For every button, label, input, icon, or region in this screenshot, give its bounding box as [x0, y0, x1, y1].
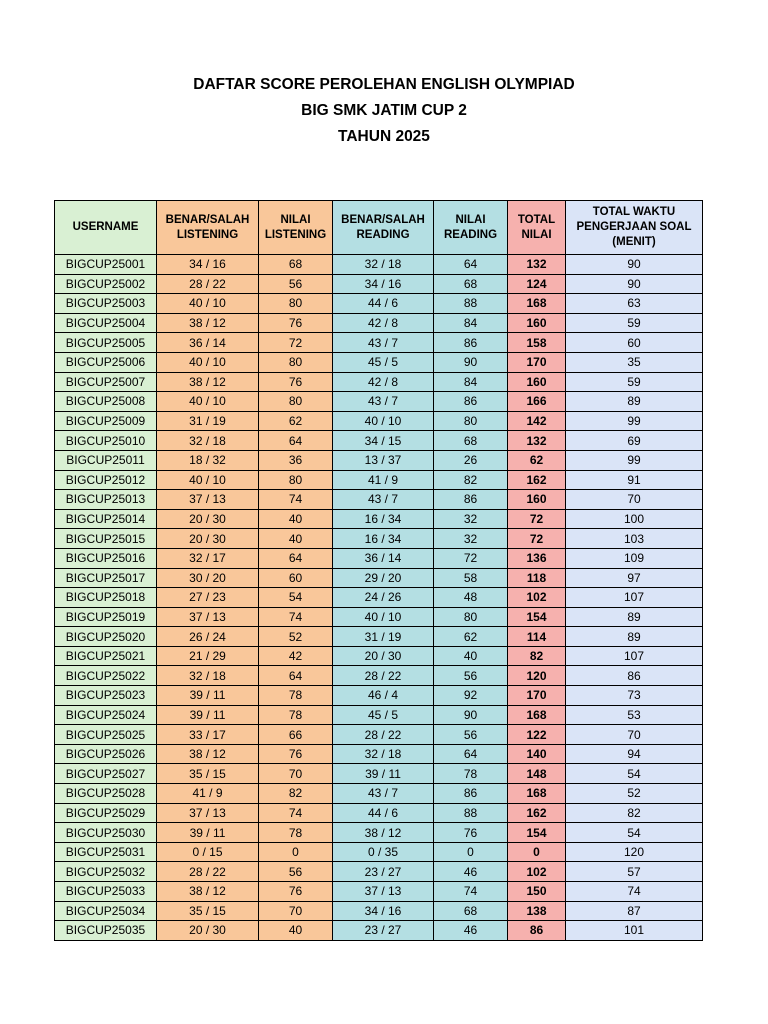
cell-benar-salah-reading: 40 / 10	[333, 607, 434, 627]
cell-benar-salah-listening: 40 / 10	[157, 352, 259, 372]
cell-username: BIGCUP25014	[55, 509, 157, 529]
header-nilai-listening: NILAI LISTENING	[259, 201, 333, 255]
cell-benar-salah-reading: 24 / 26	[333, 588, 434, 608]
cell-benar-salah-listening: 28 / 22	[157, 862, 259, 882]
cell-nilai-reading: 48	[434, 588, 508, 608]
cell-nilai-reading: 32	[434, 509, 508, 529]
cell-total-waktu: 94	[566, 744, 703, 764]
cell-username: BIGCUP25003	[55, 294, 157, 314]
cell-nilai-listening: 68	[259, 255, 333, 275]
cell-total-waktu: 82	[566, 803, 703, 823]
cell-benar-salah-reading: 23 / 27	[333, 921, 434, 941]
cell-total-waktu: 109	[566, 548, 703, 568]
cell-benar-salah-reading: 32 / 18	[333, 744, 434, 764]
table-row	[55, 862, 703, 882]
cell-total-nilai: 122	[508, 725, 566, 745]
table-row	[55, 646, 703, 666]
cell-nilai-reading: 0	[434, 842, 508, 862]
table-row	[55, 313, 703, 333]
document-title: DAFTAR SCORE PEROLEHAN ENGLISH OLYMPIAD	[193, 76, 575, 93]
cell-nilai-listening: 40	[259, 509, 333, 529]
cell-nilai-listening: 74	[259, 490, 333, 510]
cell-nilai-listening: 66	[259, 725, 333, 745]
cell-total-waktu: 35	[566, 352, 703, 372]
cell-nilai-listening: 76	[259, 313, 333, 333]
cell-username: BIGCUP25007	[55, 372, 157, 392]
cell-benar-salah-reading: 45 / 5	[333, 352, 434, 372]
cell-total-waktu: 107	[566, 646, 703, 666]
table-row	[55, 255, 703, 275]
cell-total-waktu: 99	[566, 411, 703, 431]
cell-total-waktu: 99	[566, 450, 703, 470]
cell-nilai-listening: 54	[259, 588, 333, 608]
cell-username: BIGCUP25004	[55, 313, 157, 333]
table-row	[55, 803, 703, 823]
cell-nilai-reading: 68	[434, 431, 508, 451]
cell-total-nilai: 0	[508, 842, 566, 862]
cell-benar-salah-reading: 16 / 34	[333, 509, 434, 529]
cell-total-nilai: 150	[508, 882, 566, 902]
cell-benar-salah-reading: 44 / 6	[333, 803, 434, 823]
cell-benar-salah-reading: 34 / 16	[333, 901, 434, 921]
cell-benar-salah-listening: 37 / 13	[157, 490, 259, 510]
cell-total-waktu: 120	[566, 842, 703, 862]
cell-nilai-listening: 70	[259, 764, 333, 784]
cell-nilai-listening: 62	[259, 411, 333, 431]
cell-benar-salah-reading: 43 / 7	[333, 392, 434, 412]
table-header-row	[55, 201, 703, 255]
cell-total-waktu: 89	[566, 607, 703, 627]
cell-nilai-reading: 80	[434, 607, 508, 627]
table-row	[55, 882, 703, 902]
score-table	[54, 200, 703, 941]
table-row	[55, 764, 703, 784]
cell-benar-salah-reading: 39 / 11	[333, 764, 434, 784]
cell-total-nilai: 148	[508, 764, 566, 784]
cell-nilai-listening: 64	[259, 666, 333, 686]
cell-total-nilai: 86	[508, 921, 566, 941]
cell-benar-salah-listening: 34 / 16	[157, 255, 259, 275]
cell-benar-salah-listening: 20 / 30	[157, 529, 259, 549]
cell-benar-salah-reading: 43 / 7	[333, 490, 434, 510]
header-benar-salah-reading: BENAR/SALAH READING	[333, 201, 434, 255]
cell-total-waktu: 74	[566, 882, 703, 902]
cell-total-waktu: 101	[566, 921, 703, 941]
cell-nilai-reading: 46	[434, 921, 508, 941]
cell-benar-salah-listening: 39 / 11	[157, 686, 259, 706]
cell-nilai-listening: 80	[259, 392, 333, 412]
cell-total-waktu: 89	[566, 392, 703, 412]
cell-benar-salah-reading: 13 / 37	[333, 450, 434, 470]
cell-benar-salah-listening: 37 / 13	[157, 607, 259, 627]
cell-nilai-reading: 32	[434, 529, 508, 549]
cell-nilai-listening: 78	[259, 705, 333, 725]
cell-total-nilai: 142	[508, 411, 566, 431]
cell-username: BIGCUP25011	[55, 450, 157, 470]
cell-nilai-listening: 64	[259, 548, 333, 568]
table-row	[55, 666, 703, 686]
cell-benar-salah-reading: 36 / 14	[333, 548, 434, 568]
table-row	[55, 588, 703, 608]
cell-nilai-reading: 86	[434, 490, 508, 510]
cell-nilai-listening: 70	[259, 901, 333, 921]
cell-total-nilai: 168	[508, 784, 566, 804]
cell-username: BIGCUP25035	[55, 921, 157, 941]
header-username: USERNAME	[55, 201, 157, 255]
cell-nilai-reading: 90	[434, 352, 508, 372]
cell-username: BIGCUP25006	[55, 352, 157, 372]
cell-username: BIGCUP25019	[55, 607, 157, 627]
cell-nilai-reading: 84	[434, 313, 508, 333]
cell-total-nilai: 160	[508, 490, 566, 510]
cell-total-waktu: 90	[566, 274, 703, 294]
cell-total-waktu: 57	[566, 862, 703, 882]
cell-username: BIGCUP25029	[55, 803, 157, 823]
cell-username: BIGCUP25032	[55, 862, 157, 882]
cell-nilai-listening: 56	[259, 862, 333, 882]
table-row	[55, 901, 703, 921]
cell-total-waktu: 70	[566, 490, 703, 510]
cell-username: BIGCUP25020	[55, 627, 157, 647]
cell-benar-salah-listening: 28 / 22	[157, 274, 259, 294]
cell-nilai-listening: 36	[259, 450, 333, 470]
cell-total-waktu: 52	[566, 784, 703, 804]
cell-total-waktu: 87	[566, 901, 703, 921]
cell-benar-salah-listening: 38 / 12	[157, 313, 259, 333]
cell-total-nilai: 132	[508, 255, 566, 275]
event-name: BIG SMK JATIM CUP 2	[301, 102, 467, 119]
table-row	[55, 411, 703, 431]
cell-username: BIGCUP25008	[55, 392, 157, 412]
cell-total-nilai: 138	[508, 901, 566, 921]
cell-benar-salah-reading: 32 / 18	[333, 255, 434, 275]
cell-username: BIGCUP25017	[55, 568, 157, 588]
cell-username: BIGCUP25012	[55, 470, 157, 490]
cell-total-waktu: 100	[566, 509, 703, 529]
cell-nilai-reading: 58	[434, 568, 508, 588]
cell-nilai-reading: 26	[434, 450, 508, 470]
cell-username: BIGCUP25028	[55, 784, 157, 804]
cell-total-waktu: 91	[566, 470, 703, 490]
cell-nilai-listening: 82	[259, 784, 333, 804]
cell-benar-salah-reading: 42 / 8	[333, 372, 434, 392]
cell-benar-salah-listening: 36 / 14	[157, 333, 259, 353]
cell-total-nilai: 72	[508, 529, 566, 549]
cell-benar-salah-reading: 38 / 12	[333, 823, 434, 843]
event-year: TAHUN 2025	[338, 128, 430, 145]
cell-nilai-reading: 62	[434, 627, 508, 647]
cell-nilai-reading: 68	[434, 901, 508, 921]
cell-total-waktu: 103	[566, 529, 703, 549]
cell-username: BIGCUP25027	[55, 764, 157, 784]
cell-username: BIGCUP25001	[55, 255, 157, 275]
cell-nilai-reading: 64	[434, 255, 508, 275]
cell-benar-salah-reading: 34 / 15	[333, 431, 434, 451]
cell-nilai-listening: 78	[259, 823, 333, 843]
cell-total-nilai: 154	[508, 607, 566, 627]
cell-nilai-listening: 72	[259, 333, 333, 353]
cell-benar-salah-reading: 40 / 10	[333, 411, 434, 431]
cell-total-waktu: 70	[566, 725, 703, 745]
cell-total-nilai: 136	[508, 548, 566, 568]
table-row	[55, 705, 703, 725]
cell-nilai-listening: 52	[259, 627, 333, 647]
table-row	[55, 294, 703, 314]
table-row	[55, 352, 703, 372]
header-total-waktu: TOTAL WAKTU PENGERJAAN SOAL (MENIT)	[566, 201, 703, 255]
cell-benar-salah-reading: 0 / 35	[333, 842, 434, 862]
cell-total-nilai: 120	[508, 666, 566, 686]
cell-total-waktu: 107	[566, 588, 703, 608]
cell-total-nilai: 160	[508, 372, 566, 392]
cell-benar-salah-reading: 43 / 7	[333, 333, 434, 353]
cell-benar-salah-listening: 39 / 11	[157, 705, 259, 725]
cell-total-waktu: 97	[566, 568, 703, 588]
cell-total-nilai: 102	[508, 588, 566, 608]
cell-username: BIGCUP25024	[55, 705, 157, 725]
cell-total-waktu: 54	[566, 823, 703, 843]
cell-username: BIGCUP25013	[55, 490, 157, 510]
cell-username: BIGCUP25033	[55, 882, 157, 902]
cell-username: BIGCUP25022	[55, 666, 157, 686]
cell-nilai-reading: 68	[434, 274, 508, 294]
cell-nilai-reading: 40	[434, 646, 508, 666]
cell-benar-salah-listening: 32 / 18	[157, 431, 259, 451]
cell-username: BIGCUP25016	[55, 548, 157, 568]
cell-total-waktu: 69	[566, 431, 703, 451]
table-row	[55, 823, 703, 843]
cell-total-nilai: 166	[508, 392, 566, 412]
cell-benar-salah-listening: 30 / 20	[157, 568, 259, 588]
cell-nilai-reading: 90	[434, 705, 508, 725]
cell-total-waktu: 59	[566, 313, 703, 333]
cell-nilai-reading: 82	[434, 470, 508, 490]
cell-total-nilai: 118	[508, 568, 566, 588]
cell-username: BIGCUP25010	[55, 431, 157, 451]
table-row	[55, 372, 703, 392]
cell-username: BIGCUP25031	[55, 842, 157, 862]
cell-nilai-listening: 60	[259, 568, 333, 588]
table-row	[55, 274, 703, 294]
cell-username: BIGCUP25015	[55, 529, 157, 549]
cell-nilai-reading: 46	[434, 862, 508, 882]
cell-benar-salah-reading: 28 / 22	[333, 666, 434, 686]
cell-nilai-reading: 86	[434, 333, 508, 353]
cell-total-nilai: 160	[508, 313, 566, 333]
cell-username: BIGCUP25030	[55, 823, 157, 843]
cell-total-nilai: 168	[508, 705, 566, 725]
cell-benar-salah-listening: 39 / 11	[157, 823, 259, 843]
cell-nilai-listening: 64	[259, 431, 333, 451]
cell-total-nilai: 170	[508, 686, 566, 706]
cell-total-nilai: 62	[508, 450, 566, 470]
cell-total-waktu: 73	[566, 686, 703, 706]
table-row	[55, 627, 703, 647]
table-row	[55, 686, 703, 706]
cell-benar-salah-listening: 18 / 32	[157, 450, 259, 470]
cell-benar-salah-reading: 28 / 22	[333, 725, 434, 745]
cell-total-nilai: 132	[508, 431, 566, 451]
cell-benar-salah-listening: 31 / 19	[157, 411, 259, 431]
cell-nilai-listening: 76	[259, 882, 333, 902]
cell-total-waktu: 54	[566, 764, 703, 784]
table-row	[55, 490, 703, 510]
cell-total-nilai: 170	[508, 352, 566, 372]
table-row	[55, 548, 703, 568]
cell-benar-salah-listening: 33 / 17	[157, 725, 259, 745]
cell-benar-salah-listening: 40 / 10	[157, 294, 259, 314]
cell-total-nilai: 72	[508, 509, 566, 529]
cell-benar-salah-reading: 31 / 19	[333, 627, 434, 647]
cell-total-nilai: 140	[508, 744, 566, 764]
cell-username: BIGCUP25009	[55, 411, 157, 431]
table-row	[55, 744, 703, 764]
cell-benar-salah-listening: 41 / 9	[157, 784, 259, 804]
cell-benar-salah-listening: 38 / 12	[157, 882, 259, 902]
cell-benar-salah-listening: 0 / 15	[157, 842, 259, 862]
cell-username: BIGCUP25005	[55, 333, 157, 353]
cell-benar-salah-listening: 26 / 24	[157, 627, 259, 647]
cell-nilai-reading: 56	[434, 666, 508, 686]
cell-total-waktu: 59	[566, 372, 703, 392]
cell-nilai-reading: 86	[434, 784, 508, 804]
table-row	[55, 607, 703, 627]
cell-total-nilai: 82	[508, 646, 566, 666]
cell-nilai-reading: 74	[434, 882, 508, 902]
cell-benar-salah-reading: 29 / 20	[333, 568, 434, 588]
table-row	[55, 842, 703, 862]
cell-nilai-reading: 76	[434, 823, 508, 843]
cell-nilai-reading: 86	[434, 392, 508, 412]
table-row	[55, 333, 703, 353]
cell-total-waktu: 63	[566, 294, 703, 314]
table-row	[55, 450, 703, 470]
cell-total-waktu: 89	[566, 627, 703, 647]
cell-username: BIGCUP25026	[55, 744, 157, 764]
cell-nilai-listening: 80	[259, 352, 333, 372]
cell-nilai-reading: 64	[434, 744, 508, 764]
cell-benar-salah-listening: 35 / 15	[157, 764, 259, 784]
cell-benar-salah-reading: 37 / 13	[333, 882, 434, 902]
header-nilai-reading: NILAI READING	[434, 201, 508, 255]
cell-nilai-reading: 78	[434, 764, 508, 784]
cell-username: BIGCUP25034	[55, 901, 157, 921]
cell-benar-salah-listening: 20 / 30	[157, 921, 259, 941]
cell-benar-salah-listening: 38 / 12	[157, 744, 259, 764]
cell-nilai-listening: 40	[259, 529, 333, 549]
cell-nilai-reading: 92	[434, 686, 508, 706]
cell-benar-salah-listening: 21 / 29	[157, 646, 259, 666]
cell-benar-salah-reading: 23 / 27	[333, 862, 434, 882]
cell-nilai-listening: 78	[259, 686, 333, 706]
table-row	[55, 529, 703, 549]
cell-benar-salah-listening: 38 / 12	[157, 372, 259, 392]
cell-nilai-listening: 80	[259, 294, 333, 314]
cell-benar-salah-listening: 20 / 30	[157, 509, 259, 529]
header-total-nilai: TOTAL NILAI	[508, 201, 566, 255]
table-row	[55, 568, 703, 588]
cell-nilai-listening: 0	[259, 842, 333, 862]
cell-nilai-listening: 74	[259, 803, 333, 823]
cell-benar-salah-reading: 42 / 8	[333, 313, 434, 333]
cell-nilai-listening: 74	[259, 607, 333, 627]
cell-nilai-listening: 56	[259, 274, 333, 294]
table-row	[55, 921, 703, 941]
cell-total-nilai: 168	[508, 294, 566, 314]
cell-total-waktu: 86	[566, 666, 703, 686]
cell-total-nilai: 154	[508, 823, 566, 843]
cell-benar-salah-listening: 32 / 18	[157, 666, 259, 686]
cell-benar-salah-reading: 45 / 5	[333, 705, 434, 725]
cell-benar-salah-listening: 40 / 10	[157, 392, 259, 412]
cell-username: BIGCUP25021	[55, 646, 157, 666]
cell-nilai-reading: 72	[434, 548, 508, 568]
table-row	[55, 470, 703, 490]
table-row	[55, 392, 703, 412]
cell-benar-salah-listening: 40 / 10	[157, 470, 259, 490]
cell-benar-salah-reading: 44 / 6	[333, 294, 434, 314]
document-title-block	[0, 72, 768, 150]
cell-nilai-reading: 56	[434, 725, 508, 745]
cell-benar-salah-listening: 32 / 17	[157, 548, 259, 568]
cell-nilai-reading: 84	[434, 372, 508, 392]
cell-username: BIGCUP25023	[55, 686, 157, 706]
cell-nilai-listening: 76	[259, 744, 333, 764]
cell-benar-salah-reading: 46 / 4	[333, 686, 434, 706]
table-row	[55, 784, 703, 804]
cell-benar-salah-listening: 27 / 23	[157, 588, 259, 608]
cell-benar-salah-reading: 43 / 7	[333, 784, 434, 804]
cell-nilai-listening: 76	[259, 372, 333, 392]
cell-total-nilai: 162	[508, 470, 566, 490]
cell-total-waktu: 90	[566, 255, 703, 275]
cell-total-nilai: 102	[508, 862, 566, 882]
table-row	[55, 725, 703, 745]
cell-total-nilai: 114	[508, 627, 566, 647]
cell-total-nilai: 124	[508, 274, 566, 294]
cell-benar-salah-listening: 35 / 15	[157, 901, 259, 921]
cell-benar-salah-reading: 20 / 30	[333, 646, 434, 666]
cell-nilai-reading: 88	[434, 294, 508, 314]
cell-benar-salah-reading: 41 / 9	[333, 470, 434, 490]
cell-benar-salah-listening: 37 / 13	[157, 803, 259, 823]
cell-total-waktu: 60	[566, 333, 703, 353]
score-table-body	[55, 255, 703, 941]
cell-username: BIGCUP25025	[55, 725, 157, 745]
cell-nilai-reading: 80	[434, 411, 508, 431]
cell-nilai-reading: 88	[434, 803, 508, 823]
table-row	[55, 431, 703, 451]
header-benar-salah-listening: BENAR/SALAH LISTENING	[157, 201, 259, 255]
cell-nilai-listening: 40	[259, 921, 333, 941]
cell-nilai-listening: 42	[259, 646, 333, 666]
cell-total-waktu: 53	[566, 705, 703, 725]
cell-username: BIGCUP25002	[55, 274, 157, 294]
cell-username: BIGCUP25018	[55, 588, 157, 608]
cell-total-nilai: 162	[508, 803, 566, 823]
cell-total-nilai: 158	[508, 333, 566, 353]
cell-nilai-listening: 80	[259, 470, 333, 490]
table-row	[55, 509, 703, 529]
cell-benar-salah-reading: 34 / 16	[333, 274, 434, 294]
cell-benar-salah-reading: 16 / 34	[333, 529, 434, 549]
